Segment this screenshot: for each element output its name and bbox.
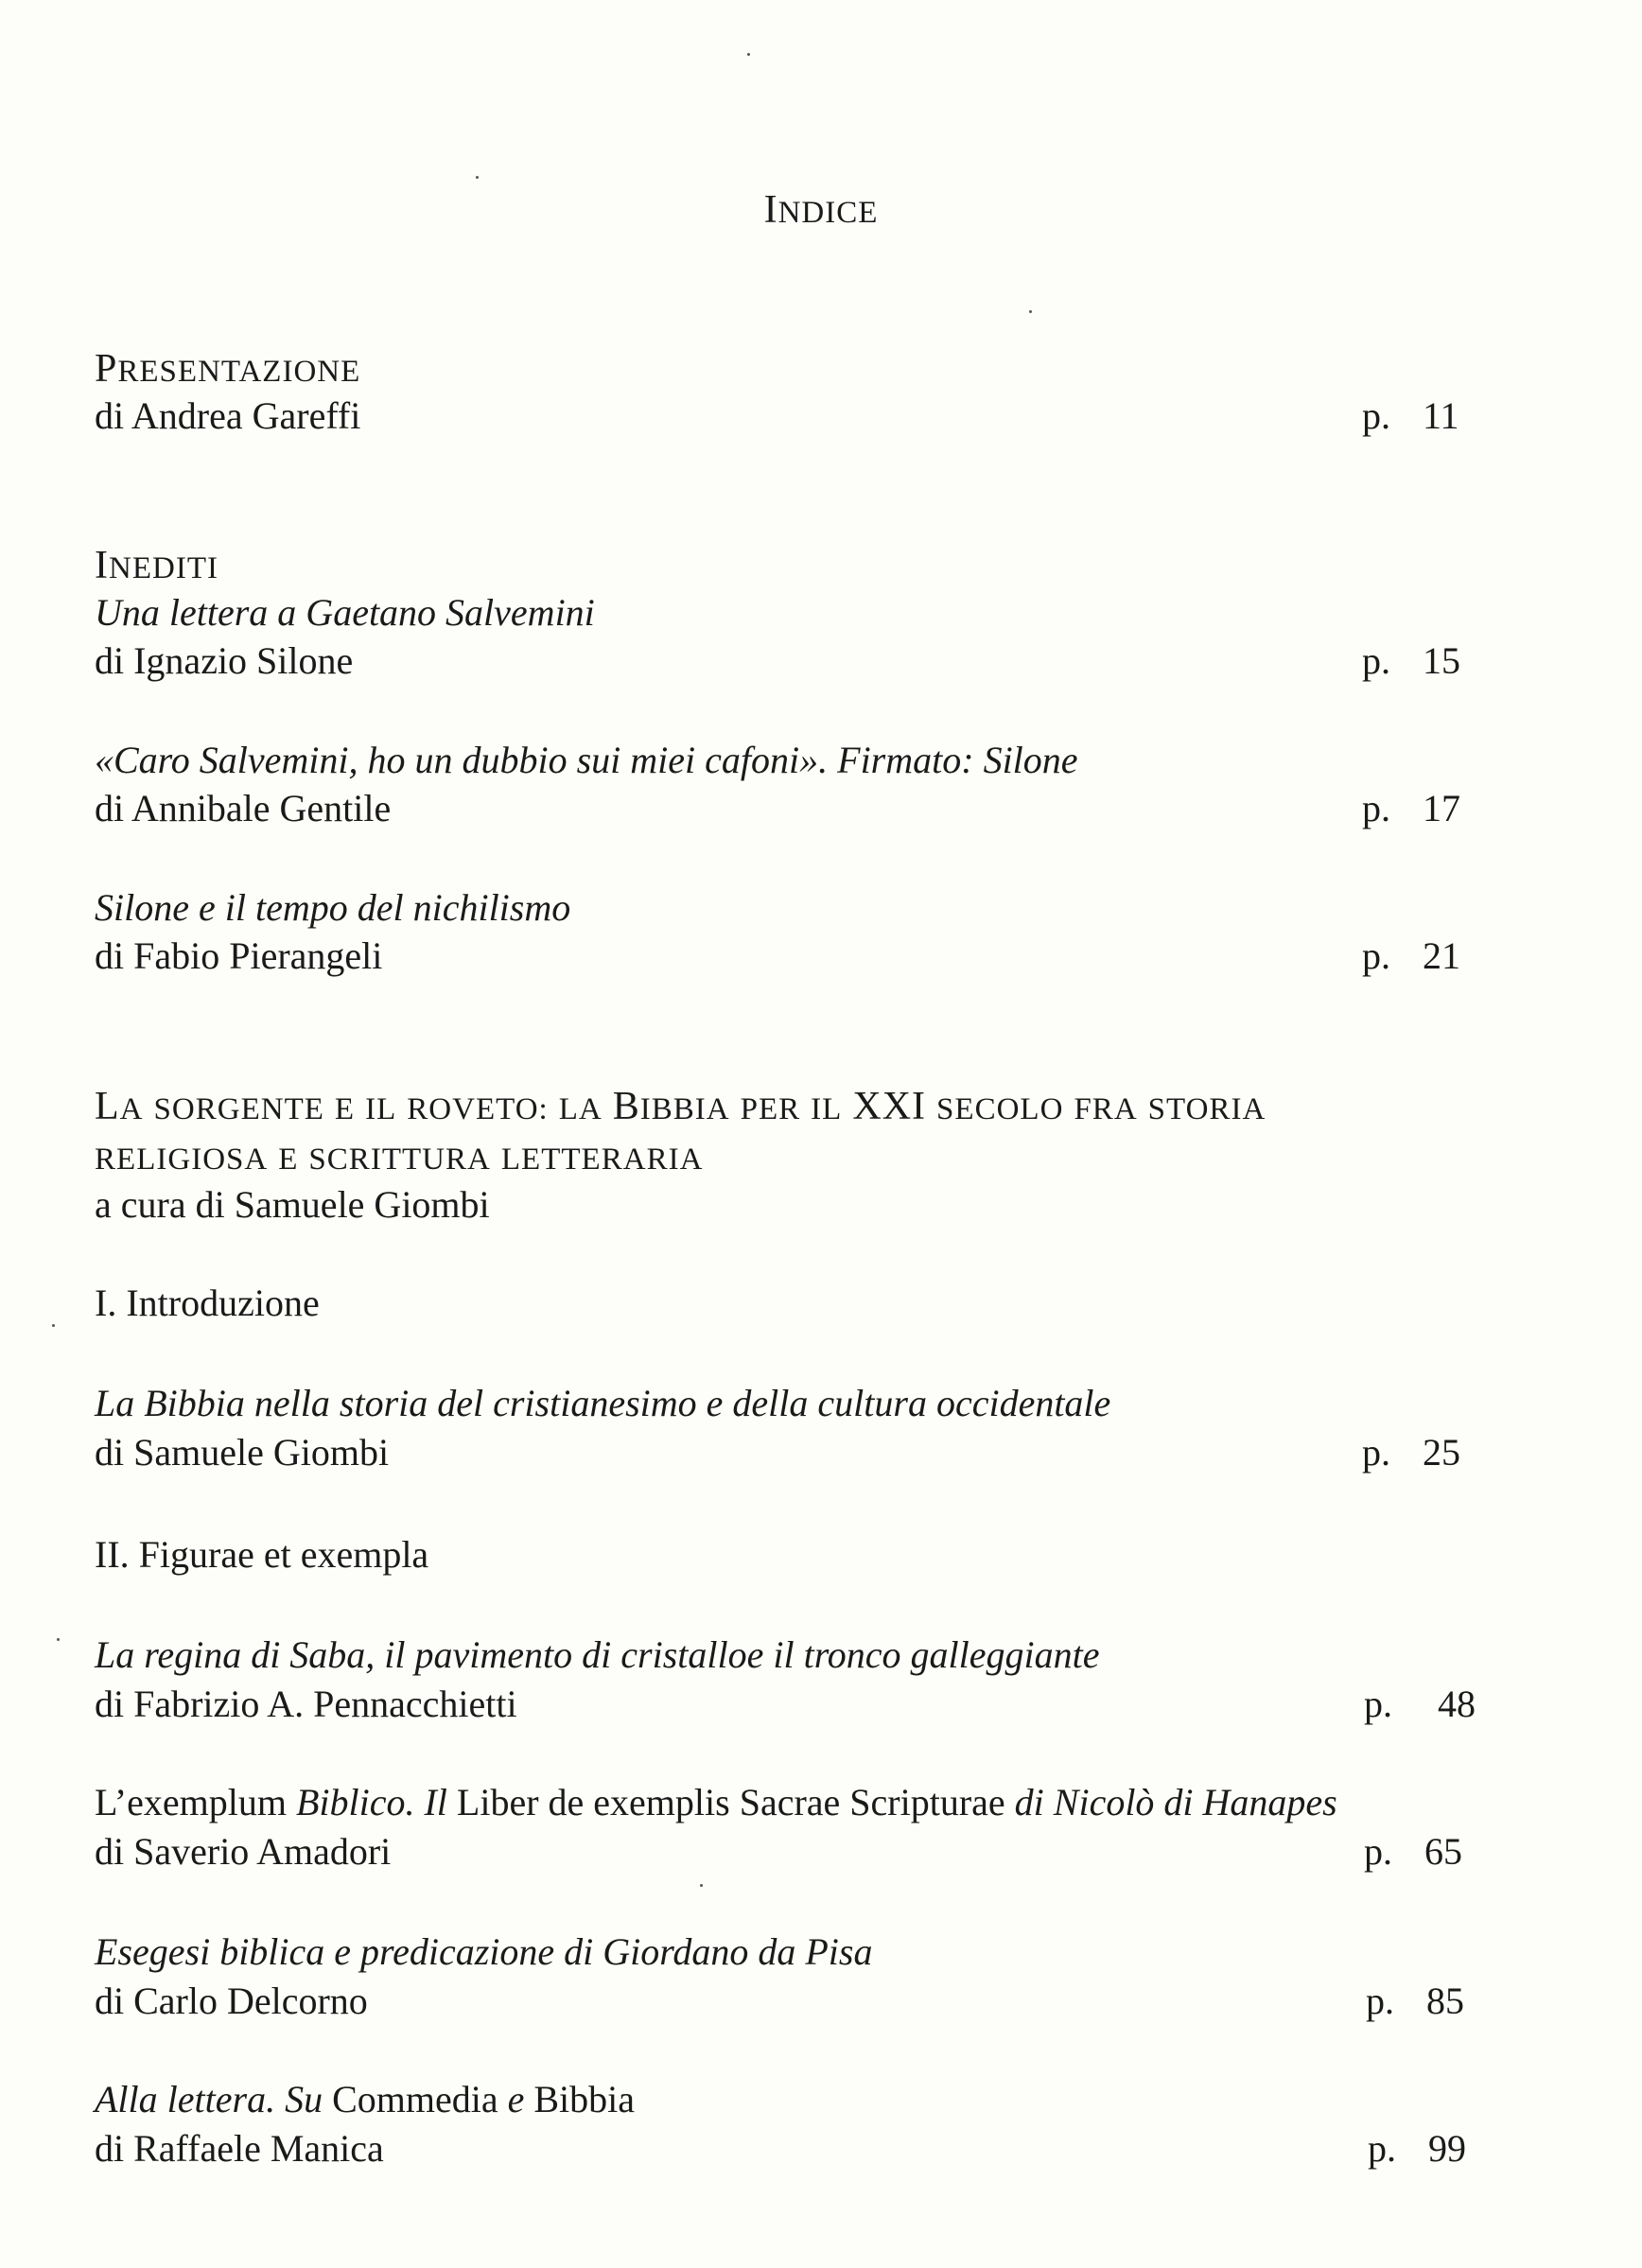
author-line: di Andrea Gareffi (95, 394, 361, 437)
page-number: 21 (1423, 934, 1460, 977)
page-label: p. (1362, 394, 1390, 437)
scan-speck (52, 1324, 55, 1327)
page-reference (1362, 786, 1460, 830)
page-number: 15 (1423, 639, 1460, 682)
entry-title: Esegesi biblica e predicazione di Giordano da Pisa (95, 1930, 873, 1973)
entry-title (95, 1780, 1337, 1824)
author-line: di Carlo Delcorno (95, 1980, 368, 2022)
section-heading-sorgente-line1: LA SORGENTE E IL ROVETO: LA BIBBIA PER IL XXI SECOLO FRA STORIA (95, 1085, 1266, 1128)
page-label: p. (1362, 787, 1390, 829)
page-number: 25 (1423, 1431, 1460, 1474)
author-line: di Saverio Amadori (95, 1830, 392, 1873)
title-part: L’exemplum (95, 1781, 296, 1823)
part-heading-figurae: II. Figurae et exempla (95, 1533, 429, 1576)
title-part: Commedia (332, 2078, 508, 2120)
author-line: di Samuele Giombi (95, 1431, 390, 1474)
title-part: Biblico. Il (295, 1781, 457, 1823)
page-label: p. (1366, 1980, 1394, 2022)
section-heading-sorgente-line2: RELIGIOSA E SCRITTURA LETTERARIA (95, 1143, 704, 1177)
title-part: Alla lettera. Su (95, 2078, 333, 2120)
page-label: p. (1368, 2127, 1396, 2170)
entry-title: Una lettera a Gaetano Salvemini (95, 591, 595, 634)
page-reference (1366, 1979, 1464, 2023)
page-label: p. (1364, 1683, 1392, 1725)
page-number: 48 (1438, 1683, 1476, 1725)
page-number: 17 (1423, 787, 1460, 829)
page-reference (1362, 393, 1459, 438)
scan-speck (1029, 310, 1032, 313)
page-label: p. (1362, 639, 1390, 682)
page-reference (1362, 638, 1460, 683)
scan-speck (57, 1638, 60, 1641)
section-heading-presentazione: PRESENTAZIONE (95, 347, 361, 391)
entry-title: La regina di Saba, il pavimento di cristalloe il tronco galleggiante (95, 1633, 1100, 1676)
page-title: INDICE (763, 188, 879, 232)
page-reference (1362, 933, 1460, 978)
page-number: 99 (1428, 2127, 1466, 2170)
entry-title: «Caro Salvemini, ho un dubbio sui miei cafoni». Firmato: Silone (95, 739, 1078, 781)
author-line: di Ignazio Silone (95, 639, 354, 682)
entry-title (95, 2077, 635, 2121)
author-line: di Fabio Pierangeli (95, 934, 383, 977)
scan-speck (476, 176, 479, 179)
editor-line: a cura di Samuele Giombi (95, 1183, 490, 1226)
entry-title: Silone e il tempo del nichilismo (95, 886, 571, 929)
author-line: di Annibale Gentile (95, 787, 392, 829)
scan-speck (747, 53, 750, 56)
part-heading-introduzione: I. Introduzione (95, 1282, 320, 1324)
title-part: Bibbia (533, 2078, 636, 2120)
page-reference (1364, 1829, 1462, 1874)
page-number: 65 (1424, 1830, 1462, 1873)
page-label: p. (1362, 934, 1390, 977)
scan-speck (700, 1884, 703, 1887)
page-number: 11 (1423, 394, 1459, 437)
entry-title: La Bibbia nella storia del cristianesimo e della cultura occidentale (95, 1382, 1111, 1424)
page-reference (1362, 1430, 1460, 1474)
page-label: p. (1364, 1830, 1392, 1873)
title-part: e (507, 2078, 534, 2120)
author-line: di Raffaele Manica (95, 2127, 384, 2170)
page-reference (1364, 1682, 1476, 1726)
title-part: Liber de exemplis Sacrae Scripturae (456, 1781, 1015, 1823)
page-label: p. (1362, 1431, 1390, 1474)
page-number: 85 (1426, 1980, 1464, 2022)
section-heading-inediti: INEDITI (95, 544, 219, 587)
author-line: di Fabrizio A. Pennacchietti (95, 1683, 517, 1725)
title-part: di Nicolò di Hanapes (1014, 1781, 1337, 1823)
page-reference (1368, 2126, 1466, 2171)
